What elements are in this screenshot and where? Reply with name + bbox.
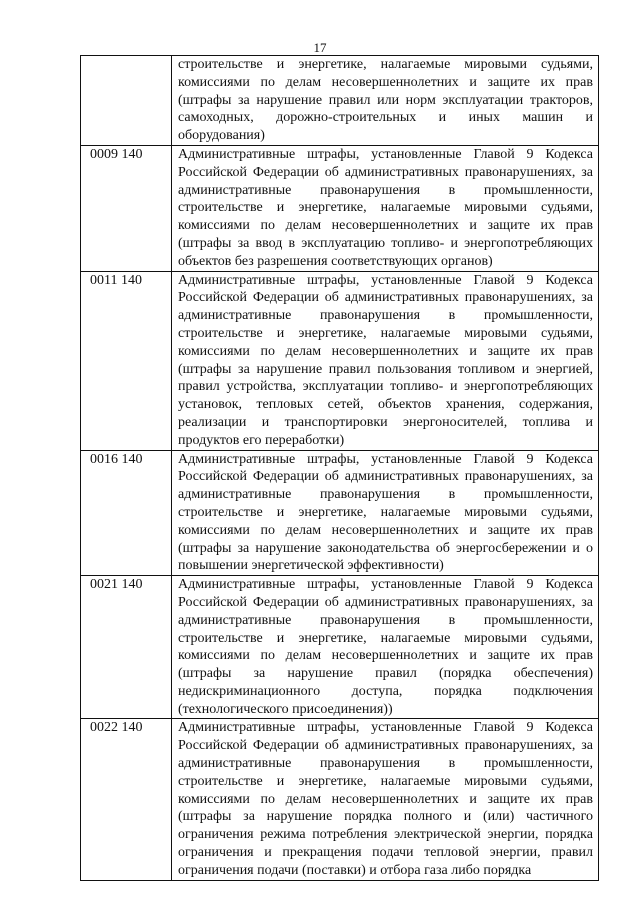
description-line: (технологического присоединения)) xyxy=(178,701,393,717)
description-line: административные правонарушения в промышленности, xyxy=(178,756,593,772)
description-cell xyxy=(172,145,599,271)
table-row xyxy=(81,719,599,880)
description-line: установок, тепловых сетей, объектов хранения, содержания, xyxy=(178,397,593,413)
description-line: комиссиями по делам несовершеннолетних и защите их прав xyxy=(178,648,593,664)
description-line: (штрафы за ввод в эксплуатацию топливо- и энергопотребляющих xyxy=(178,235,593,251)
description-line: (штрафы за нарушение правил пользования топливом и энергией, xyxy=(178,361,593,377)
description-line: комиссиями по делам несовершеннолетних и защите их прав xyxy=(178,522,593,538)
description-line: комиссиями по делам несовершеннолетних и защите их прав xyxy=(178,74,593,90)
description-line: (штрафы за нарушение правил или норм эксплуатации тракторов, xyxy=(178,92,593,108)
description-cell xyxy=(172,576,599,719)
code-cell xyxy=(81,56,172,146)
description-line: строительстве и энергетике, налагаемые мировыми судьями, xyxy=(178,504,593,520)
table-body xyxy=(81,56,599,881)
description-line: административные правонарушения в промышленности, xyxy=(178,612,593,628)
description-line: комиссиями по делам несовершеннолетних и защите их прав xyxy=(178,343,593,359)
budget-codes-table xyxy=(80,55,599,881)
description-line: повышении энергетической эффективности) xyxy=(178,558,444,574)
description-line: объектов без разрешения соответствующих органов) xyxy=(178,253,493,269)
table-row xyxy=(81,450,599,576)
description-line: Российской Федерации об административных правонарушениях, за xyxy=(178,290,593,306)
code-cell: 0016 140 xyxy=(81,450,172,576)
description-line: строительстве и энергетике, налагаемые мировыми судьями, xyxy=(178,630,593,646)
description-line: строительстве и энергетике, налагаемые мировыми судьями, xyxy=(178,57,593,72)
description-cell xyxy=(172,56,599,146)
description-line: Административные штрафы, установленные Главой 9 Кодекса xyxy=(178,451,593,467)
code-cell: 0011 140 xyxy=(81,271,172,450)
description-line: Административные штрафы, установленные Главой 9 Кодекса xyxy=(178,146,593,162)
description-line: (штрафы за нарушение порядка полного и (или) частичного xyxy=(178,809,593,825)
description-line: (штрафы за нарушение правил (порядка обеспечения) xyxy=(178,666,593,682)
description-line: строительстве и энергетике, налагаемые мировыми судьями, xyxy=(178,773,593,789)
description-line: Административные штрафы, установленные Главой 9 Кодекса xyxy=(178,720,593,736)
description-line: реализации и транспортировки энергоносителей, топлива и xyxy=(178,414,593,430)
description-line: (штрафы за нарушение законодательства об энергосбережении и о xyxy=(178,540,593,556)
description-line: Российской Федерации об административных правонарушениях, за xyxy=(178,469,593,485)
description-line: ограничения режима потребления электрической энергии, порядка xyxy=(178,827,593,843)
description-line: строительстве и энергетике, налагаемые мировыми судьями, xyxy=(178,325,593,341)
description-line: административные правонарушения в промышленности, xyxy=(178,487,593,503)
description-line: административные правонарушения в промышленности, xyxy=(178,308,593,324)
description-line: самоходных, дорожно-строительных и иных машин и xyxy=(178,110,593,126)
description-line: комиссиями по делам несовершеннолетних и защите их прав xyxy=(178,218,593,234)
code-cell: 0009 140 xyxy=(81,145,172,271)
description-cell xyxy=(172,271,599,450)
description-cell xyxy=(172,450,599,576)
table-row xyxy=(81,145,599,271)
description-cell xyxy=(172,719,599,880)
description-line: строительстве и энергетике, налагаемые мировыми судьями, xyxy=(178,200,593,216)
table-row xyxy=(81,271,599,450)
description-line: ограничения и прекращения подачи тепловой энергии, правил xyxy=(178,845,593,861)
description-line: Административные штрафы, установленные Главой 9 Кодекса xyxy=(178,272,593,288)
description-line: недискриминационного доступа, порядка подключения xyxy=(178,683,593,699)
description-line: административные правонарушения в промышленности, xyxy=(178,182,593,198)
code-cell: 0022 140 xyxy=(81,719,172,880)
code-cell: 0021 140 xyxy=(81,576,172,719)
page-number: 17 xyxy=(313,40,327,55)
description-line: Российской Федерации об административных правонарушениях, за xyxy=(178,738,593,754)
description-line: Административные штрафы, установленные Главой 9 Кодекса xyxy=(178,577,593,593)
description-line: правил устройства, эксплуатации топливо- и энергопотребляющих xyxy=(178,379,593,395)
description-line: ограничения подачи (поставки) и отбора газа либо порядка xyxy=(178,862,532,878)
table-row xyxy=(81,576,599,719)
description-line: продуктов его переработки) xyxy=(178,432,345,448)
table-row xyxy=(81,56,599,146)
description-line: Российской Федерации об административных правонарушениях, за xyxy=(178,164,593,180)
description-line: Российской Федерации об административных правонарушениях, за xyxy=(178,594,593,610)
description-line: комиссиями по делам несовершеннолетних и защите их прав xyxy=(178,791,593,807)
description-line: оборудования) xyxy=(178,128,265,144)
